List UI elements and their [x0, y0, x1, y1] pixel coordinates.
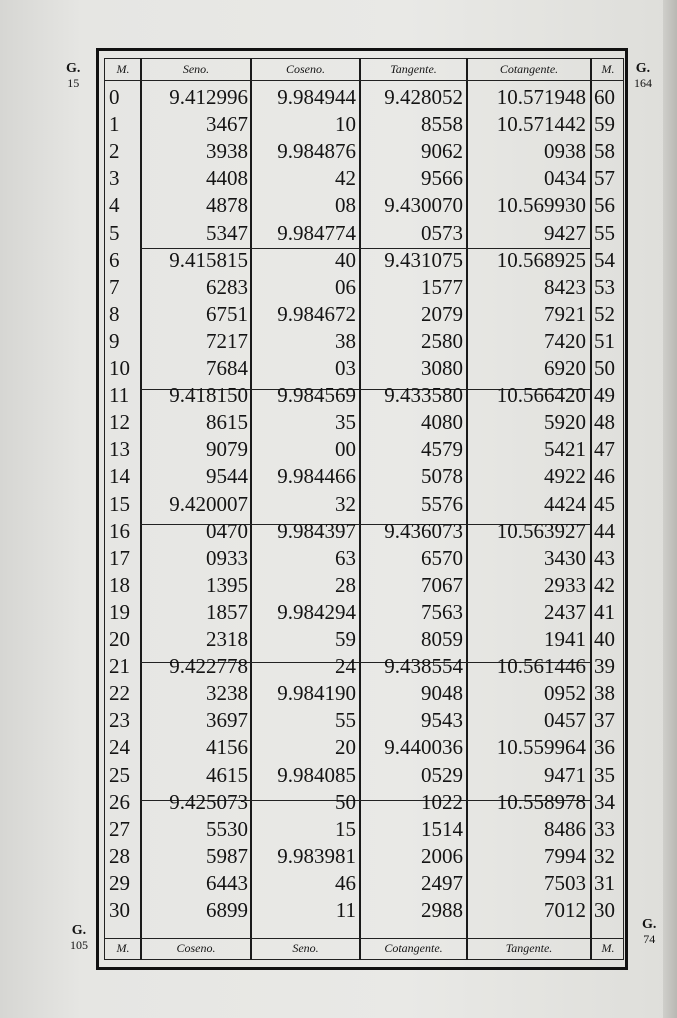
header-tangente: Tangente. — [390, 62, 437, 76]
table-row — [0, 653, 677, 679]
seno-cell: 9.420007 — [169, 492, 248, 516]
table-row — [0, 220, 677, 246]
table-row — [0, 897, 677, 923]
minutes-right-cell: 41 — [594, 600, 615, 624]
tangente-cell: 9.431075 — [384, 248, 463, 272]
minutes-right-cell: 43 — [594, 546, 615, 570]
table-row — [0, 789, 677, 815]
cotangente-cell: 4424 — [544, 492, 586, 516]
tangente-cell: 2497 — [421, 871, 463, 895]
seno-cell: 4408 — [206, 166, 248, 190]
coseno-cell: 59 — [335, 627, 356, 651]
minutes-left-cell: 20 — [109, 627, 130, 651]
cotangente-cell: 10.568925 — [496, 248, 586, 272]
cotangente-cell: 10.563927 — [496, 519, 586, 543]
coseno-cell: 38 — [335, 329, 356, 353]
seno-cell: 0470 — [206, 519, 248, 543]
seno-cell: 1857 — [206, 600, 248, 624]
tangente-cell: 7067 — [421, 573, 463, 597]
tangente-cell: 9.436073 — [384, 519, 463, 543]
minutes-right-cell: 37 — [594, 708, 615, 732]
cotangente-cell: 10.561446 — [496, 654, 586, 678]
seno-cell: 9.425073 — [169, 790, 248, 814]
tangente-cell: 2079 — [421, 302, 463, 326]
coseno-cell: 9.984944 — [277, 85, 356, 109]
header-minutes-left: M. — [116, 62, 130, 76]
tangente-cell: 2988 — [421, 898, 463, 922]
minutes-left-cell: 30 — [109, 898, 130, 922]
seno-cell: 0933 — [206, 546, 248, 570]
minutes-right-cell: 58 — [594, 139, 615, 163]
table-row — [0, 409, 677, 435]
seno-cell: 3938 — [206, 139, 248, 163]
seno-cell: 4615 — [206, 763, 248, 787]
table-row — [0, 192, 677, 218]
minutes-right-cell: 44 — [594, 519, 615, 543]
coseno-cell: 9.983981 — [277, 844, 356, 868]
table-row — [0, 870, 677, 896]
cotangente-cell: 7012 — [544, 898, 586, 922]
tangente-cell: 1514 — [421, 817, 463, 841]
minutes-right-cell: 47 — [594, 437, 615, 461]
coseno-cell: 9.984085 — [277, 763, 356, 787]
table-row — [0, 545, 677, 571]
table-row — [0, 138, 677, 164]
cotangente-cell: 1941 — [544, 627, 586, 651]
minutes-right-cell: 45 — [594, 492, 615, 516]
table-row — [0, 328, 677, 354]
tangente-cell: 9566 — [421, 166, 463, 190]
cotangente-cell: 10.566420 — [496, 383, 586, 407]
cotangente-cell: 5920 — [544, 410, 586, 434]
tangente-cell: 5576 — [421, 492, 463, 516]
seno-cell: 1395 — [206, 573, 248, 597]
minutes-right-cell: 35 — [594, 763, 615, 787]
minutes-left-cell: 21 — [109, 654, 130, 678]
table-row — [0, 680, 677, 706]
coseno-cell: 10 — [335, 112, 356, 136]
minutes-left-cell: 22 — [109, 681, 130, 705]
tangente-cell: 9048 — [421, 681, 463, 705]
cotangente-cell: 9471 — [544, 763, 586, 787]
table-row — [0, 572, 677, 598]
minutes-right-cell: 51 — [594, 329, 615, 353]
table-row — [0, 518, 677, 544]
table-row — [0, 274, 677, 300]
minutes-left-cell: 16 — [109, 519, 130, 543]
table-row — [0, 762, 677, 788]
cotangente-cell: 0938 — [544, 139, 586, 163]
cotangente-cell: 8486 — [544, 817, 586, 841]
tangente-cell: 2580 — [421, 329, 463, 353]
tangente-cell: 0529 — [421, 763, 463, 787]
table-row — [0, 707, 677, 733]
minutes-left-cell: 12 — [109, 410, 130, 434]
cotangente-cell: 2437 — [544, 600, 586, 624]
minutes-left-cell: 17 — [109, 546, 130, 570]
minutes-right-cell: 33 — [594, 817, 615, 841]
minutes-right-cell: 30 — [594, 898, 615, 922]
footer-tangente: Tangente. — [505, 941, 553, 955]
seno-cell: 4878 — [206, 193, 248, 217]
minutes-left-cell: 7 — [109, 275, 120, 299]
cotangente-cell: 6920 — [544, 356, 586, 380]
cotangente-cell: 0434 — [544, 166, 586, 190]
seno-cell: 7217 — [206, 329, 248, 353]
cotangente-cell: 0952 — [544, 681, 586, 705]
footer-seno: Seno. — [292, 941, 319, 955]
minutes-right-cell: 55 — [594, 221, 615, 245]
minutes-left-cell: 27 — [109, 817, 130, 841]
table-row — [0, 626, 677, 652]
footer-coseno: Coseno. — [176, 941, 216, 955]
minutes-left-cell: 23 — [109, 708, 130, 732]
cotangente-cell: 4922 — [544, 464, 586, 488]
coseno-cell: 32 — [335, 492, 356, 516]
minutes-left-cell: 28 — [109, 844, 130, 868]
cotangente-cell: 7994 — [544, 844, 586, 868]
minutes-right-cell: 53 — [594, 275, 615, 299]
minutes-right-cell: 59 — [594, 112, 615, 136]
seno-cell: 8615 — [206, 410, 248, 434]
minutes-left-cell: 10 — [109, 356, 130, 380]
tangente-cell: 0573 — [421, 221, 463, 245]
coseno-cell: 35 — [335, 410, 356, 434]
table-row — [0, 382, 677, 408]
margin-degree: 15 — [67, 76, 80, 90]
cotangente-cell: 10.571948 — [496, 85, 586, 109]
tangente-cell: 1577 — [421, 275, 463, 299]
seno-cell: 3238 — [206, 681, 248, 705]
minutes-right-cell: 40 — [594, 627, 615, 651]
seno-cell: 9079 — [206, 437, 248, 461]
minutes-right-cell: 57 — [594, 166, 615, 190]
table-row — [0, 463, 677, 489]
coseno-cell: 06 — [335, 275, 356, 299]
coseno-cell: 9.984672 — [277, 302, 356, 326]
tangente-cell: 6570 — [421, 546, 463, 570]
minutes-left-cell: 1 — [109, 112, 120, 136]
cotangente-cell: 2933 — [544, 573, 586, 597]
minutes-left-cell: 5 — [109, 221, 120, 245]
minutes-left-cell: 25 — [109, 763, 130, 787]
minutes-right-cell: 49 — [594, 383, 615, 407]
seno-cell: 9.412996 — [169, 85, 248, 109]
minutes-left-cell: 3 — [109, 166, 120, 190]
minutes-left-cell: 15 — [109, 492, 130, 516]
seno-cell: 9.418150 — [169, 383, 248, 407]
minutes-left-cell: 8 — [109, 302, 120, 326]
tangente-cell: 5078 — [421, 464, 463, 488]
coseno-cell: 9.984294 — [277, 600, 356, 624]
cotangente-cell: 7921 — [544, 302, 586, 326]
tangente-cell: 9.438554 — [384, 654, 463, 678]
coseno-cell: 03 — [335, 356, 356, 380]
minutes-right-cell: 36 — [594, 735, 615, 759]
tangente-cell: 4080 — [421, 410, 463, 434]
minutes-right-cell: 38 — [594, 681, 615, 705]
seno-cell: 5530 — [206, 817, 248, 841]
coseno-cell: 40 — [335, 248, 356, 272]
minutes-left-cell: 26 — [109, 790, 130, 814]
minutes-left-cell: 29 — [109, 871, 130, 895]
tangente-cell: 9062 — [421, 139, 463, 163]
coseno-cell: 50 — [335, 790, 356, 814]
minutes-right-cell: 42 — [594, 573, 615, 597]
header-rule — [104, 80, 624, 81]
minutes-right-cell: 31 — [594, 871, 615, 895]
minutes-right-cell: 46 — [594, 464, 615, 488]
tangente-cell: 9.430070 — [384, 193, 463, 217]
seno-cell: 7684 — [206, 356, 248, 380]
cotangente-cell: 3430 — [544, 546, 586, 570]
seno-cell: 9544 — [206, 464, 248, 488]
tangente-cell: 4579 — [421, 437, 463, 461]
table-row — [0, 843, 677, 869]
minutes-left-cell: 19 — [109, 600, 130, 624]
seno-cell: 9.422778 — [169, 654, 248, 678]
cotangente-cell: 7503 — [544, 871, 586, 895]
header-cotangente: Cotangente. — [499, 62, 559, 76]
cotangente-cell: 5421 — [544, 437, 586, 461]
minutes-right-cell: 50 — [594, 356, 615, 380]
margin-g: G. — [71, 923, 87, 938]
margin-degree: 105 — [70, 938, 88, 952]
minutes-right-cell: 60 — [594, 85, 615, 109]
minutes-right-cell: 39 — [594, 654, 615, 678]
table-row — [0, 111, 677, 137]
table-row — [0, 491, 677, 517]
minutes-left-cell: 24 — [109, 735, 130, 759]
minutes-left-cell: 14 — [109, 464, 130, 488]
table-row — [0, 301, 677, 327]
header-coseno: Coseno. — [286, 62, 325, 76]
table-row — [0, 165, 677, 191]
table-row — [0, 84, 677, 110]
minutes-left-cell: 9 — [109, 329, 120, 353]
seno-cell: 6899 — [206, 898, 248, 922]
coseno-cell: 9.984190 — [277, 681, 356, 705]
cotangente-cell: 0457 — [544, 708, 586, 732]
tangente-cell: 8059 — [421, 627, 463, 651]
coseno-cell: 28 — [335, 573, 356, 597]
coseno-cell: 08 — [335, 193, 356, 217]
tangente-cell: 9543 — [421, 708, 463, 732]
seno-cell: 9.415815 — [169, 248, 248, 272]
header-minutes-right: M. — [601, 62, 615, 76]
coseno-cell: 20 — [335, 735, 356, 759]
coseno-cell: 42 — [335, 166, 356, 190]
coseno-cell: 55 — [335, 708, 356, 732]
table-row — [0, 816, 677, 842]
table-row — [0, 355, 677, 381]
minutes-left-cell: 4 — [109, 193, 120, 217]
tangente-cell: 7563 — [421, 600, 463, 624]
minutes-right-cell: 32 — [594, 844, 615, 868]
cotangente-cell: 10.571442 — [496, 112, 586, 136]
seno-cell: 6443 — [206, 871, 248, 895]
tangente-cell: 9.440036 — [384, 735, 463, 759]
coseno-cell: 11 — [335, 898, 356, 922]
tangente-cell: 1022 — [421, 790, 463, 814]
seno-cell: 5347 — [206, 221, 248, 245]
coseno-cell: 24 — [335, 654, 356, 678]
minutes-right-cell: 34 — [594, 790, 615, 814]
footer-cotangente: Cotangente. — [384, 941, 443, 955]
minutes-left-cell: 0 — [109, 85, 120, 109]
margin-degree: 164 — [634, 76, 652, 90]
minutes-right-cell: 54 — [594, 248, 615, 272]
coseno-cell: 00 — [335, 437, 356, 461]
cotangente-cell: 7420 — [544, 329, 586, 353]
cotangente-cell: 10.559964 — [496, 735, 586, 759]
minutes-left-cell: 13 — [109, 437, 130, 461]
cotangente-cell: 10.569930 — [496, 193, 586, 217]
coseno-cell: 63 — [335, 546, 356, 570]
cotangente-cell: 10.558978 — [496, 790, 586, 814]
table-row — [0, 599, 677, 625]
seno-cell: 4156 — [206, 735, 248, 759]
margin-g: G. — [642, 917, 657, 932]
coseno-cell: 15 — [335, 817, 356, 841]
seno-cell: 5987 — [206, 844, 248, 868]
coseno-cell: 46 — [335, 871, 356, 895]
cotangente-cell: 8423 — [544, 275, 586, 299]
margin-g: G. — [635, 61, 651, 76]
minutes-right-cell: 48 — [594, 410, 615, 434]
footer-minutes-right: M. — [601, 941, 615, 955]
footer-minutes-left: M. — [116, 941, 130, 955]
tangente-cell: 3080 — [421, 356, 463, 380]
minutes-right-cell: 56 — [594, 193, 615, 217]
table-row — [0, 734, 677, 760]
tangente-cell: 2006 — [421, 844, 463, 868]
cotangente-cell: 9427 — [544, 221, 586, 245]
seno-cell: 2318 — [206, 627, 248, 651]
seno-cell: 6283 — [206, 275, 248, 299]
minutes-left-cell: 11 — [109, 383, 130, 407]
header-seno: Seno. — [182, 62, 210, 76]
minutes-left-cell: 2 — [109, 139, 120, 163]
coseno-cell: 9.984569 — [277, 383, 356, 407]
tangente-cell: 9.433580 — [384, 383, 463, 407]
table-row — [0, 247, 677, 273]
coseno-cell: 9.984774 — [277, 221, 356, 245]
seno-cell: 6751 — [206, 302, 248, 326]
footer-rule — [104, 938, 624, 939]
table-row — [0, 436, 677, 462]
seno-cell: 3467 — [206, 112, 248, 136]
margin-degree: 74 — [643, 932, 656, 946]
minutes-left-cell: 6 — [109, 248, 120, 272]
margin-label-bottom-left — [70, 924, 88, 952]
seno-cell: 3697 — [206, 708, 248, 732]
coseno-cell: 9.984876 — [277, 139, 356, 163]
minutes-left-cell: 18 — [109, 573, 130, 597]
coseno-cell: 9.984466 — [277, 464, 356, 488]
tangente-cell: 8558 — [421, 112, 463, 136]
margin-g: G. — [66, 61, 81, 76]
tangente-cell: 9.428052 — [384, 85, 463, 109]
coseno-cell: 9.984397 — [277, 519, 356, 543]
minutes-right-cell: 52 — [594, 302, 615, 326]
